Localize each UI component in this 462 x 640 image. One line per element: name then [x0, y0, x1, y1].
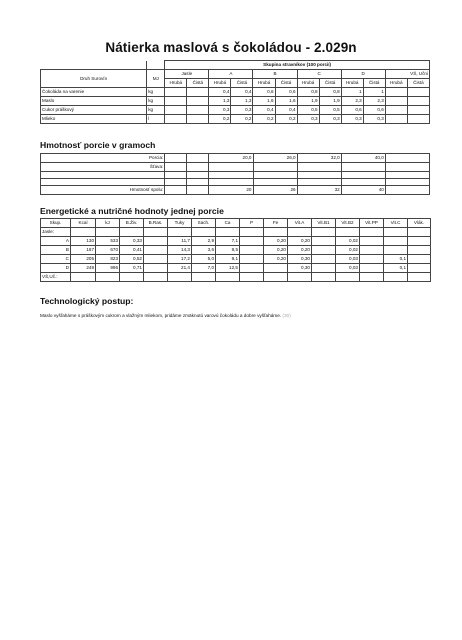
nutrition-value — [312, 264, 336, 273]
subheader: Hrubá — [165, 79, 187, 88]
nutrition-value: 2,9 — [192, 237, 216, 246]
ingredient-value: 0,6 — [341, 106, 363, 115]
ingredient-value: 0,6 — [363, 106, 385, 115]
ingredient-value — [187, 115, 209, 124]
procedure-text-line — [40, 313, 291, 318]
nutrition-value — [240, 273, 264, 282]
procedure-tail: (30) — [282, 313, 291, 318]
nutrition-value: 670 — [96, 246, 120, 255]
empty-cell — [385, 172, 429, 179]
porcia-value: 32,0 — [297, 154, 341, 163]
nutrition-value: 0,1 — [384, 255, 408, 264]
col-header: Vit.B2 — [336, 219, 360, 228]
section-heading-nutrition: Energetické a nutričné hodnoty jednej porcie — [40, 206, 224, 216]
spolu-value: 40 — [341, 186, 385, 195]
ingredient-value: 0,2 — [231, 115, 253, 124]
ingredient-value: 0,8 — [319, 88, 341, 97]
nutrition-value — [312, 246, 336, 255]
nutrition-value: 0,30 — [288, 255, 312, 264]
col-header: Sach. — [192, 219, 216, 228]
nutrition-value — [408, 237, 431, 246]
ingredient-unit: l — [147, 115, 165, 124]
nutrition-value — [408, 255, 431, 264]
ingredient-value: 0,3 — [209, 106, 231, 115]
subheader: Čistá — [275, 79, 297, 88]
nutrition-value — [192, 228, 216, 237]
nutrition-value — [240, 228, 264, 237]
col-header: Vit.PP — [360, 219, 384, 228]
section-heading-weight: Hmotnosť porcie v gramoch — [40, 140, 156, 150]
table-row — [41, 186, 430, 195]
group-label: A — [41, 237, 71, 246]
group-label: VŠ,Uč.: — [41, 273, 71, 282]
nutrition-value: 0,33 — [120, 237, 144, 246]
empty-cell — [187, 186, 209, 195]
nutrition-value — [71, 228, 96, 237]
subheader: Čistá — [407, 79, 429, 88]
ingredient-value — [187, 97, 209, 106]
nutrition-value — [240, 255, 264, 264]
ingredient-value — [407, 106, 429, 115]
subheader: Čistá — [187, 79, 209, 88]
ingredient-value: 0,2 — [275, 115, 297, 124]
nutrition-value — [240, 246, 264, 255]
group-label: D — [41, 264, 71, 273]
group-label: C — [41, 255, 71, 264]
porcia-value: 26,0 — [253, 154, 297, 163]
ingredient-value — [165, 88, 187, 97]
nutrition-value — [168, 273, 192, 282]
ingredient-value: 0,3 — [341, 115, 363, 124]
nutrition-value: 823 — [96, 255, 120, 264]
nutrition-value: 0,20 — [264, 237, 288, 246]
group-label: B — [41, 246, 71, 255]
nutrition-value — [144, 273, 168, 282]
subheader: Čistá — [319, 79, 341, 88]
ingredient-value: 1,3 — [209, 97, 231, 106]
porcia-value: 20,0 — [209, 154, 253, 163]
table-row — [41, 172, 430, 179]
ingredient-value: 1,9 — [319, 97, 341, 106]
nutrition-value — [71, 273, 96, 282]
ingredient-value — [385, 106, 407, 115]
ingredient-unit: kg — [147, 97, 165, 106]
section-heading-procedure: Technologický postup: — [40, 296, 134, 306]
table-corner — [41, 61, 147, 70]
ingredient-value — [407, 115, 429, 124]
nutrition-value: 205 — [71, 255, 96, 264]
table-row — [41, 255, 431, 264]
nutrition-value: 0,30 — [288, 264, 312, 273]
empty-cell — [297, 179, 341, 186]
table-row — [41, 88, 430, 97]
empty-cell — [253, 163, 297, 172]
table-row — [41, 237, 431, 246]
table-row — [41, 115, 430, 124]
col-header: Vlák. — [408, 219, 431, 228]
ingredient-value: 0,5 — [297, 106, 319, 115]
ingredient-value: 2,3 — [363, 97, 385, 106]
subheader: Hrubá — [341, 79, 363, 88]
stava-label: Šťava: — [41, 163, 165, 172]
nutrition-value — [240, 264, 264, 273]
col-header-surovin: Druh Surovín — [41, 70, 147, 88]
nutrition-value — [360, 273, 384, 282]
subheader: Hrubá — [253, 79, 275, 88]
portion-weight-table — [40, 153, 430, 195]
group-label: Jasle: — [41, 228, 71, 237]
group-label: A — [209, 70, 253, 79]
nutrition-value: 9,1 — [216, 255, 240, 264]
ingredients-table — [40, 60, 430, 124]
ingredient-value — [165, 97, 187, 106]
nutrition-value — [312, 255, 336, 264]
nutrition-value: 0,20 — [264, 246, 288, 255]
nutrition-value: 17,2 — [168, 255, 192, 264]
ingredient-value: 0,6 — [275, 88, 297, 97]
subheader: Čistá — [231, 79, 253, 88]
ingredient-value — [165, 106, 187, 115]
nutrition-value — [360, 264, 384, 273]
spolu-value: 26 — [253, 186, 297, 195]
page-title: Nátierka maslová s čokoládou - 2.029n — [105, 40, 357, 55]
subheader: Hrubá — [297, 79, 319, 88]
empty-cell — [253, 172, 297, 179]
ingredient-value: 0,2 — [253, 115, 275, 124]
nutrition-value — [360, 228, 384, 237]
empty-cell — [341, 163, 385, 172]
subheader: Hrubá — [385, 79, 407, 88]
col-header: Vit.B1 — [312, 219, 336, 228]
col-header: kJ — [96, 219, 120, 228]
empty-cell — [385, 186, 429, 195]
col-header: P — [240, 219, 264, 228]
empty-cell — [187, 172, 209, 179]
table-row — [41, 154, 430, 163]
group-label: VŠ, Učni — [385, 70, 429, 79]
nutrition-value: 7,0 — [192, 264, 216, 273]
nutrition-value — [312, 273, 336, 282]
ingredient-value — [407, 88, 429, 97]
col-header: Vit.A — [288, 219, 312, 228]
col-header: Skup. — [41, 219, 71, 228]
nutrition-value — [336, 228, 360, 237]
nutrition-value: 12,5 — [216, 264, 240, 273]
porcia-label: Porcia: — [41, 154, 165, 163]
nutrition-value — [408, 273, 431, 282]
empty-cell — [165, 172, 187, 179]
col-header: B.Ras. — [144, 219, 168, 228]
nutrition-value — [240, 237, 264, 246]
ingredient-name: Čokoláda na varenie — [41, 88, 147, 97]
nutrition-value — [216, 273, 240, 282]
nutrition-value: 0,1 — [384, 264, 408, 273]
nutrition-value — [144, 255, 168, 264]
ingredient-value: 1,9 — [297, 97, 319, 106]
empty-cell — [209, 172, 253, 179]
ingredient-value: 0,3 — [363, 115, 385, 124]
table-row — [41, 97, 430, 106]
nutrition-value: 130 — [71, 237, 96, 246]
ingredient-name: Maslo — [41, 97, 147, 106]
nutrition-value: 0,03 — [336, 264, 360, 273]
ingredient-value: 0,4 — [209, 88, 231, 97]
col-header: Ca — [216, 219, 240, 228]
ingredient-unit: kg — [147, 88, 165, 97]
empty-cell — [297, 163, 341, 172]
ingredient-value: 0,2 — [209, 115, 231, 124]
nutrition-value: 167 — [71, 246, 96, 255]
nutrition-value — [144, 264, 168, 273]
nutrition-value — [264, 273, 288, 282]
ingredient-name: Mlieko — [41, 115, 147, 124]
nutrition-value: 0,03 — [336, 255, 360, 264]
ingredient-value — [385, 115, 407, 124]
col-header: Vit.C — [384, 219, 408, 228]
group-header: Skupina stravníkov (100 porcií) — [165, 61, 430, 70]
porcia-value: 40,0 — [341, 154, 385, 163]
nutrition-value — [312, 228, 336, 237]
ingredient-value: 1,3 — [231, 97, 253, 106]
nutrition-value: 5,0 — [192, 255, 216, 264]
nutrition-value — [384, 237, 408, 246]
table-row — [41, 163, 430, 172]
group-label: C — [297, 70, 341, 79]
ingredient-name: Cukor práškový — [41, 106, 147, 115]
table-row — [41, 106, 430, 115]
nutrition-value: 21,4 — [168, 264, 192, 273]
nutrition-value — [288, 228, 312, 237]
empty-cell — [209, 179, 253, 186]
nutrition-value — [312, 237, 336, 246]
nutrition-value: 0,52 — [120, 255, 144, 264]
nutrition-value — [384, 273, 408, 282]
empty-cell — [165, 163, 187, 172]
ingredient-value — [165, 115, 187, 124]
col-header: Tuky — [168, 219, 192, 228]
empty-cell — [385, 163, 429, 172]
nutrition-value: 249 — [71, 264, 96, 273]
empty-cell — [341, 179, 385, 186]
spolu-value: 20 — [209, 186, 253, 195]
group-label: Jasle — [165, 70, 209, 79]
empty-cell — [187, 154, 209, 163]
ingredient-value — [407, 97, 429, 106]
nutrition-value — [288, 273, 312, 282]
ingredient-value — [187, 88, 209, 97]
subheader: Čistá — [363, 79, 385, 88]
empty-cell — [187, 179, 209, 186]
nutrition-value: 8,5 — [216, 246, 240, 255]
ingredient-value: 0,8 — [297, 88, 319, 97]
table-row — [41, 273, 431, 282]
nutrition-value: 0,71 — [120, 264, 144, 273]
nutrition-value — [408, 246, 431, 255]
nutrition-value — [360, 246, 384, 255]
nutrition-value — [144, 237, 168, 246]
empty-cell — [165, 186, 187, 195]
nutrition-table-body — [40, 227, 431, 282]
ingredient-value — [385, 97, 407, 106]
nutrition-value: 0,02 — [336, 237, 360, 246]
table-row — [41, 246, 431, 255]
nutrition-value — [216, 228, 240, 237]
nutrition-value: 0,41 — [120, 246, 144, 255]
ingredient-value: 0,3 — [231, 106, 253, 115]
nutrition-value: 3,6 — [192, 246, 216, 255]
table-row — [41, 228, 431, 237]
nutrition-value: 0,20 — [264, 255, 288, 264]
group-label: B — [253, 70, 297, 79]
nutrition-value: 0,20 — [288, 237, 312, 246]
table-row — [41, 264, 431, 273]
empty-cell — [165, 154, 187, 163]
ingredient-unit: kg — [147, 106, 165, 115]
nutrition-value — [384, 228, 408, 237]
ingredient-value: 1,6 — [275, 97, 297, 106]
ingredient-value: 0,3 — [297, 115, 319, 124]
empty-cell — [341, 172, 385, 179]
nutrition-value — [360, 255, 384, 264]
nutrition-value — [264, 264, 288, 273]
ingredient-value: 1 — [363, 88, 385, 97]
nutrition-value: 996 — [96, 264, 120, 273]
ingredient-value: 0,4 — [275, 106, 297, 115]
empty-cell — [297, 172, 341, 179]
col-header: Kcal — [71, 219, 96, 228]
empty-cell — [165, 179, 187, 186]
subheader: Hrubá — [209, 79, 231, 88]
nutrition-value — [96, 273, 120, 282]
nutrition-value: 11,7 — [168, 237, 192, 246]
ingredient-value — [187, 106, 209, 115]
empty-cell — [41, 179, 165, 186]
nutrition-value: 7,1 — [216, 237, 240, 246]
nutrition-value — [144, 228, 168, 237]
nutrition-value — [408, 264, 431, 273]
empty-cell — [385, 179, 429, 186]
spolu-label: Hmotnosť spolu: — [41, 186, 165, 195]
nutrition-value — [120, 228, 144, 237]
nutrition-value: 14,3 — [168, 246, 192, 255]
ingredient-value: 0,5 — [319, 106, 341, 115]
nutrition-value — [120, 273, 144, 282]
col-header-mj: MJ — [147, 70, 165, 88]
nutrition-value: 0,02 — [336, 246, 360, 255]
nutrition-value — [408, 228, 431, 237]
procedure-text: Maslo vyšľaháme s práškovým cukrom a vlažným mliekom, pridáme zmäknutú varovú čokoládu a dobre vyšľaháme. — [40, 313, 282, 318]
ingredient-value: 1 — [341, 88, 363, 97]
nutrition-value — [192, 273, 216, 282]
col-header: B.Živ. — [120, 219, 144, 228]
nutrition-value: 0,20 — [288, 246, 312, 255]
ingredient-value: 0,4 — [253, 106, 275, 115]
empty-cell — [209, 163, 253, 172]
ingredient-value: 2,3 — [341, 97, 363, 106]
ingredient-value: 1,6 — [253, 97, 275, 106]
empty-cell — [41, 172, 165, 179]
nutrition-value — [360, 237, 384, 246]
empty-cell — [253, 179, 297, 186]
nutrition-value — [336, 273, 360, 282]
nutrition-value — [144, 246, 168, 255]
ingredient-value: 0,4 — [231, 88, 253, 97]
group-label: D — [341, 70, 385, 79]
empty-cell — [385, 154, 429, 163]
nutrition-value — [384, 246, 408, 255]
ingredient-value: 0,3 — [319, 115, 341, 124]
nutrition-value — [168, 228, 192, 237]
ingredient-value — [385, 88, 407, 97]
nutrition-value — [96, 228, 120, 237]
table-corner — [147, 61, 165, 70]
ingredient-value: 0,6 — [253, 88, 275, 97]
empty-cell — [187, 163, 209, 172]
nutrition-value — [264, 228, 288, 237]
table-row — [41, 179, 430, 186]
spolu-value: 32 — [297, 186, 341, 195]
col-header: Fe — [264, 219, 288, 228]
nutrition-value: 533 — [96, 237, 120, 246]
